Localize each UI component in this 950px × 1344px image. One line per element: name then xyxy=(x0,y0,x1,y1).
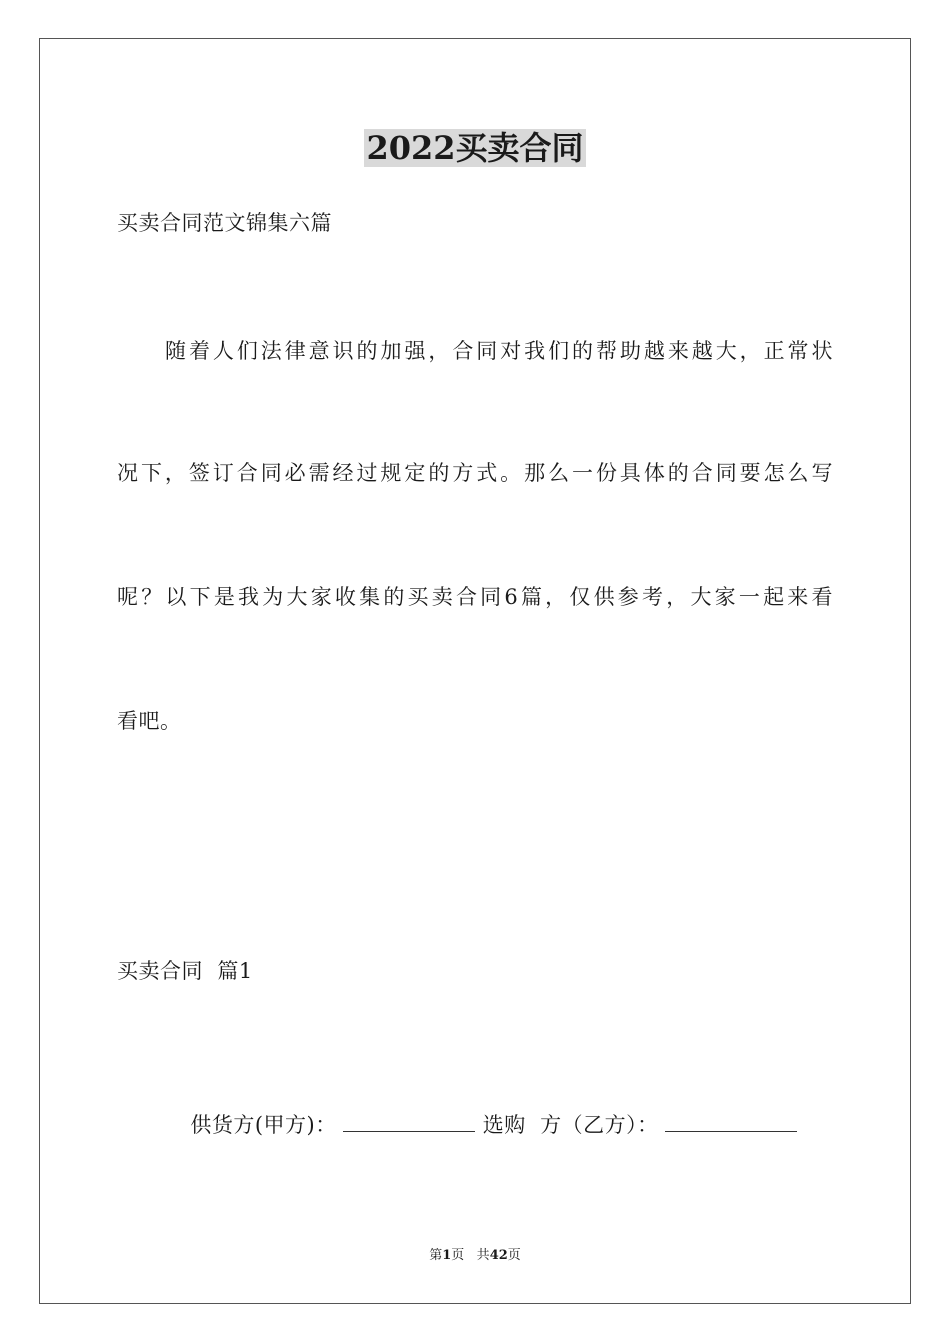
footer-prefix: 第 xyxy=(429,1248,443,1263)
intro-line-1: 随着人们法律意识的加强，合同对我们的帮助越来越大，正常状 xyxy=(165,339,833,363)
total-pages-number: 42 xyxy=(489,1248,508,1263)
current-page-number: 1 xyxy=(442,1248,452,1263)
intro-line-2: 况下，签订合同必需经过规定的方式。那么一份具体的合同要怎么写 xyxy=(117,461,833,485)
document-subtitle: 买卖合同范文锦集六篇 xyxy=(117,211,332,235)
party-a-blank[interactable] xyxy=(343,1111,475,1132)
party-b-blank[interactable] xyxy=(665,1111,797,1132)
footer-total-prefix: 共 xyxy=(476,1248,490,1263)
section-heading: 买卖合同 篇1 xyxy=(117,959,253,983)
footer-page-suffix: 页 xyxy=(451,1248,465,1263)
intro-line-3: 呢？以下是我为大家收集的买卖合同6篇，仅供参考，大家一起来看 xyxy=(117,585,833,609)
page-footer xyxy=(0,1247,950,1265)
footer-total-suffix: 页 xyxy=(507,1248,521,1263)
document-title: 2022买卖合同 xyxy=(366,129,584,167)
intro-line-4: 看吧。 xyxy=(117,709,182,733)
party-line xyxy=(176,1080,805,1140)
party-b-label: 选购 方（乙方）： xyxy=(482,1113,659,1137)
party-a-label: 供货方(甲方)： xyxy=(190,1113,337,1137)
